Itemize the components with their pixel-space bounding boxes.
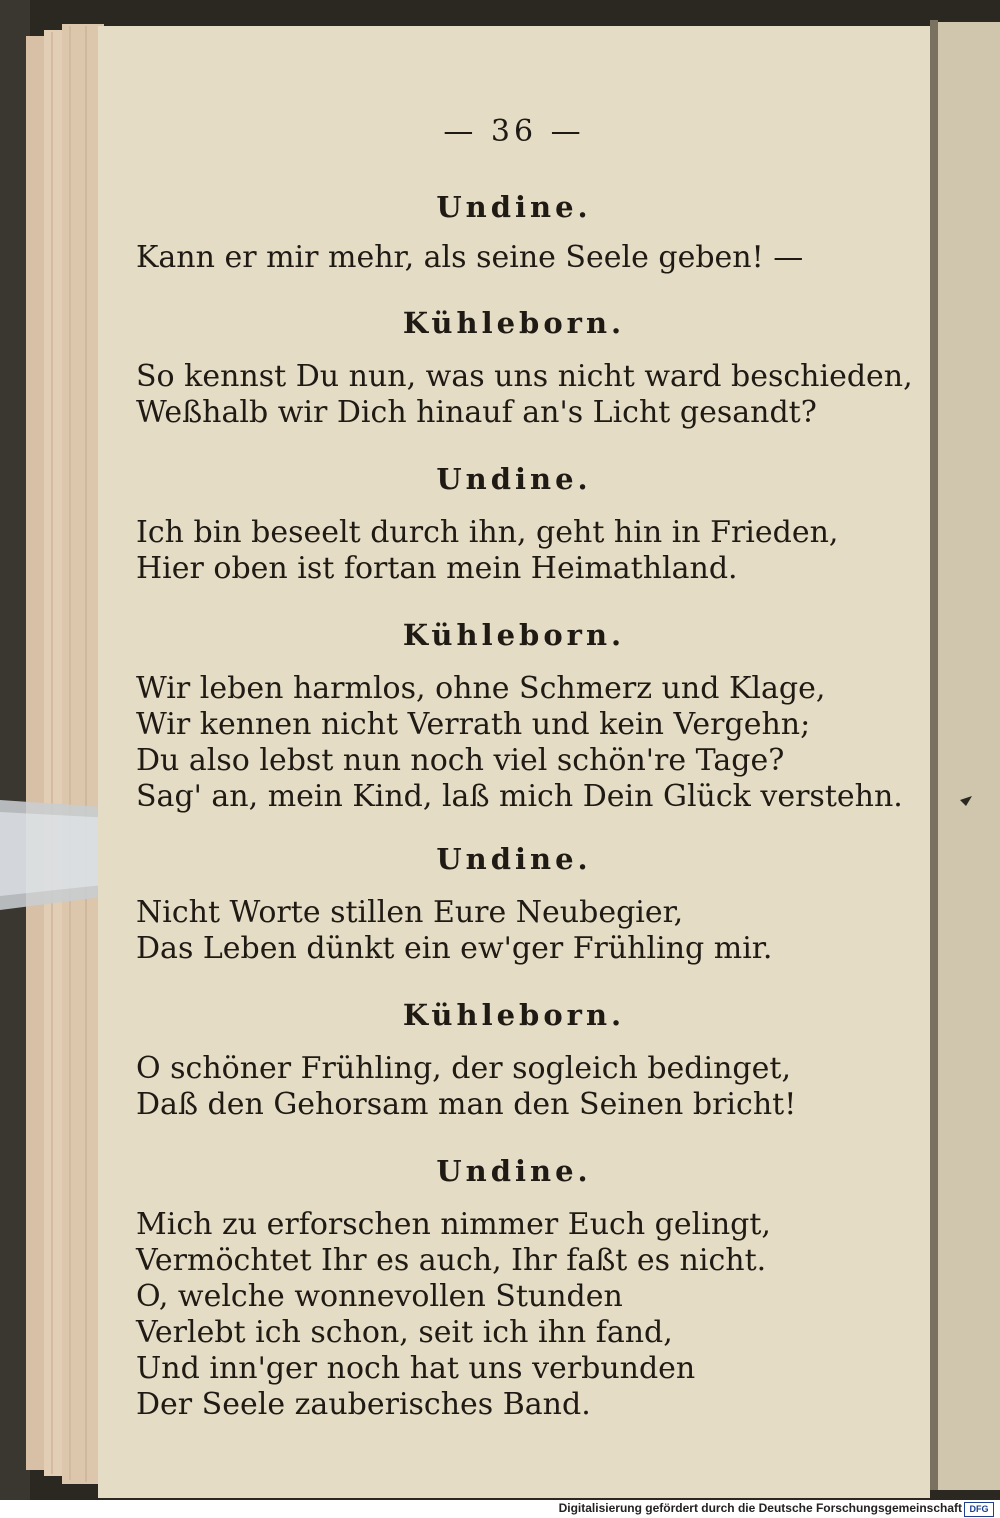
verse: [136, 1207, 906, 1423]
verse-line: Ich bin beseelt durch ihn, geht hin in Frieden,: [136, 515, 839, 550]
verse-line: Und inn'ger noch hat uns verbunden: [136, 1351, 696, 1386]
dfg-logo: DFG: [964, 1502, 994, 1517]
speaker-name: Kühleborn.: [402, 306, 626, 340]
verse-line: Wir kennen nicht Verrath und kein Vergehn;: [136, 707, 811, 742]
verse-line: Das Leben dünkt ein ew'ger Frühling mir.: [136, 931, 773, 966]
verse-line: O, welche wonnevollen Stunden: [136, 1279, 623, 1314]
verse-line: Wir leben harmlos, ohne Schmerz und Klage,: [136, 671, 826, 706]
book-page: [98, 26, 930, 1498]
verse-line: So kennst Du nun, was uns nicht ward beschieden,: [136, 359, 913, 394]
speaker-name: Undine.: [436, 1154, 592, 1188]
speaker-name: Kühleborn.: [402, 618, 626, 652]
page-number: — 36 —: [443, 114, 585, 149]
verse: [136, 895, 906, 967]
speaker-name: Undine.: [436, 190, 592, 224]
verse-line: Nicht Worte stillen Eure Neubegier,: [136, 895, 684, 930]
verse-line: Vermöchtet Ihr es auch, Ihr faßt es nicht.: [136, 1243, 767, 1278]
speaker-name: Kühleborn.: [402, 998, 626, 1032]
speaker-name: Undine.: [436, 842, 592, 876]
verse-line: Du also lebst nun noch viel schön're Tage?: [136, 743, 785, 778]
funding-credit: Digitalisierung gefördert durch die Deutsche Forschungsgemeinschaft: [558, 1501, 962, 1515]
verse: [136, 240, 906, 276]
verse-line: Kann er mir mehr, als seine Seele geben! —: [136, 240, 804, 275]
verse: [136, 515, 906, 587]
verse-line: O schöner Frühling, der sogleich bedinget,: [136, 1051, 791, 1086]
verse-line: Daß den Gehorsam man den Seinen bricht!: [136, 1087, 797, 1122]
verse: [136, 671, 906, 815]
verse-line: Mich zu erforschen nimmer Euch gelingt,: [136, 1207, 771, 1242]
footer-bar: [0, 1500, 1000, 1518]
verse: [136, 1051, 906, 1123]
verse: [136, 359, 913, 431]
speaker-name: Undine.: [436, 462, 592, 496]
verse-line: Sag' an, mein Kind, laß mich Dein Glück verstehn.: [136, 779, 903, 814]
verse-line: Hier oben ist fortan mein Heimathland.: [136, 551, 738, 586]
verse-line: Verlebt ich schon, seit ich ihn fand,: [136, 1315, 673, 1350]
verse-line: Der Seele zauberisches Band.: [136, 1387, 591, 1422]
text-block: [98, 26, 930, 1498]
verse-line: Weßhalb wir Dich hinauf an's Licht gesandt?: [136, 395, 817, 430]
